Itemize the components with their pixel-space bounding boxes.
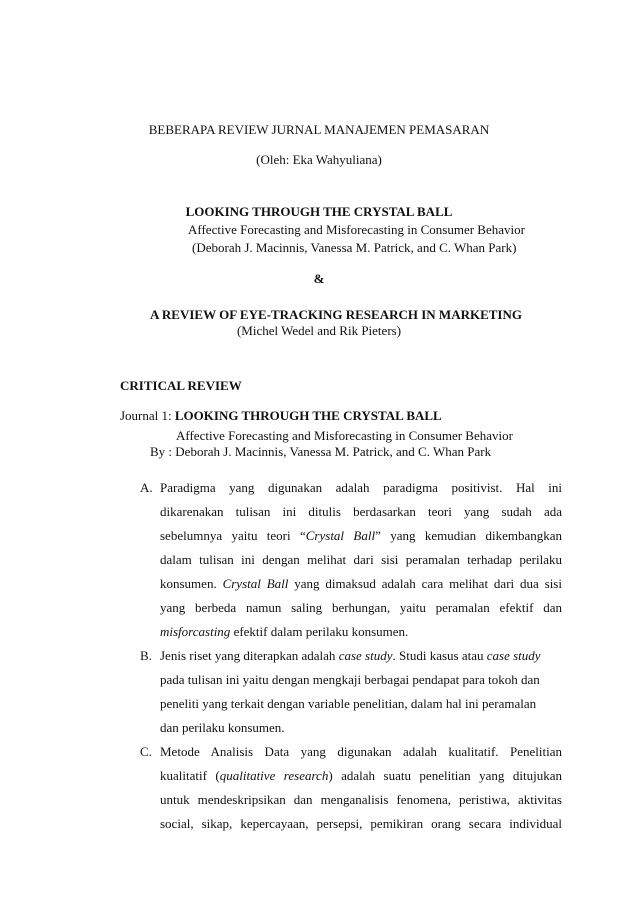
journal-by-line: By : Deborah J. Macinnis, Vanessa M. Patrick, and C. Whan Park	[150, 444, 492, 459]
paragraph-line: konsumen. Crystal Ball yang dimaksud adalah cara melihat dari dua sisi	[160, 576, 562, 591]
journal-label: Journal 1:	[120, 408, 175, 423]
document-author: (Oleh: Eka Wahyuliana)	[256, 152, 382, 167]
journal1-reference	[120, 408, 442, 424]
paragraph-line: Paradigma yang digunakan adalah paradigma positivist. Hal ini	[160, 480, 562, 495]
critical-review-heading: CRITICAL REVIEW	[120, 378, 242, 393]
paragraph-line: Jenis riset yang diterapkan adalah case study. Studi kasus atau case study	[160, 648, 541, 663]
paragraph-line: Metode Analisis Data yang digunakan adalah kualitatif. Penelitian	[160, 744, 562, 759]
ampersand: &	[313, 271, 325, 286]
journal1-title: LOOKING THROUGH THE CRYSTAL BALL	[185, 204, 453, 219]
journal1-authors: (Deborah J. Macinnis, Vanessa M. Patrick, and C. Whan Park)	[192, 240, 517, 255]
journal-subtitle: Affective Forecasting and Misforecasting in Consumer Behavior	[176, 428, 513, 443]
paragraph-line: kualitatif (qualitative research) adalah suatu penelitian yang ditujukan	[160, 768, 562, 783]
paragraph-line: yang berbeda namun saling berhungan, yaitu peramalan efektif dan	[160, 600, 562, 615]
journal1-subtitle: Affective Forecasting and Misforecasting in Consumer Behavior	[188, 222, 525, 237]
document-title: BEBERAPA REVIEW JURNAL MANAJEMEN PEMASARAN	[148, 122, 490, 137]
paragraph-line: untuk mendeskripsikan dan menganalisis fenomena, peristiwa, aktivitas	[160, 792, 562, 807]
list-marker: C.	[140, 744, 152, 759]
list-marker: B.	[140, 648, 152, 663]
paragraph-line: misforcasting efektif dalam perilaku konsumen.	[160, 624, 409, 639]
paragraph-line: pada tulisan ini yaitu dengan mengkaji berbagai pendapat para tokoh dan	[160, 672, 540, 687]
journal2-authors: (Michel Wedel and Rik Pieters)	[236, 323, 402, 338]
paragraph-line: dikarenakan tulisan ini ditulis berdasarkan teori yang sudah ada	[160, 504, 562, 519]
paragraph-line: dalam tulisan ini dengan melihat dari sisi peramalan terhadap perilaku	[160, 552, 562, 567]
paragraph-line: social, sikap, kepercayaan, persepsi, pemikiran orang secara individual	[160, 816, 562, 831]
journal-title: LOOKING THROUGH THE CRYSTAL BALL	[174, 408, 442, 423]
journal2-title: A REVIEW OF EYE-TRACKING RESEARCH IN MARKETING	[150, 307, 522, 322]
paragraph-line: dan perilaku konsumen.	[160, 720, 285, 735]
paragraph-line: peneliti yang terkait dengan variable penelitian, dalam hal ini peramalan	[160, 696, 537, 711]
paragraph-line: sebelumnya yaitu teori “Crystal Ball” yang kemudian dikembangkan	[160, 528, 562, 543]
list-marker: A.	[140, 480, 153, 495]
